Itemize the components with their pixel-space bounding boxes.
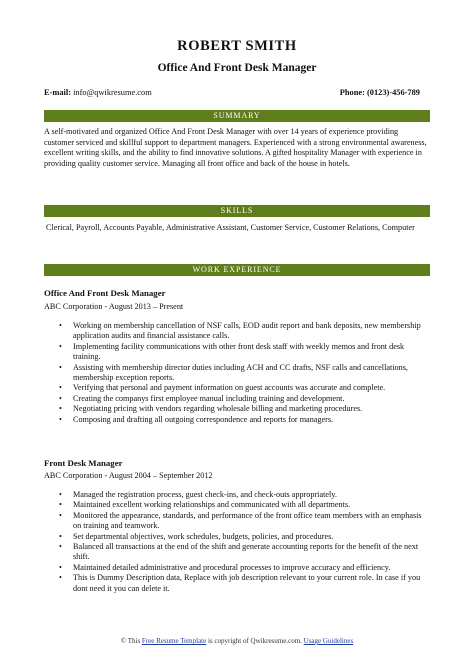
job-bullet: • Balanced all transactions at the end of the shift and generate accounting reports for the benefit of the next shift. xyxy=(73,542,430,563)
job-bullet: • This is Dummy Description data, Replace with job description relevant to your current role. In case if you dont need it you can delete it. xyxy=(73,573,430,594)
summary-text: A self-motivated and organized Office And Front Desk Manager with over 14 years of experience providing customer serviced and skillful support to department managers. Experienced with a strong environmental awareness, excellent writing skills, and the ability to find innovative solutions. A gifted hospitality Manager with experience in providing quality customer service. Managing all front office and back of the house in hotels. xyxy=(44,127,427,168)
candidate-name: ROBERT SMITH xyxy=(177,38,297,54)
job-bullet: • Maintained excellent working relationships and communicated with all departments. xyxy=(73,500,430,510)
job-title: Front Desk Manager xyxy=(44,458,123,468)
job-company-dates: ABC Corporation - August 2013 – Present xyxy=(44,302,184,311)
job-bullet: • Monitored the appearance, standards, and performance of the front office team members with an emphasis on training and teamwork. xyxy=(73,511,430,532)
contact-row xyxy=(44,88,420,102)
phone-label: Phone: xyxy=(339,88,365,97)
job-bullet: • Managed the registration process, guest check-ins, and check-outs appropriately. xyxy=(73,490,430,500)
job-bullet-list xyxy=(44,490,430,594)
job-bullet: • Verifying that personal and payment information on guest accounts was accurate and complete. xyxy=(73,383,430,393)
email-value[interactable]: info@qwikresume.com xyxy=(73,88,152,97)
job-company-dates: ABC Corporation - August 2004 – September 2012 xyxy=(44,471,213,480)
job-bullet: • Set departmental objectives, work schedules, budgets, policies, and procedures. xyxy=(73,532,430,542)
summary-heading: SUMMARY xyxy=(44,110,430,122)
candidate-role: Office And Front Desk Manager xyxy=(157,62,317,74)
skills-text: Clerical, Payroll, Accounts Payable, Administrative Assistant, Customer Service, Customer Relations, Computer xyxy=(46,223,415,232)
footer-copyright: © This xyxy=(120,637,141,645)
job-bullet: • Composing and drafting all outgoing correspondence and reports for managers. xyxy=(73,415,430,425)
phone-value: (0123)-456-789 xyxy=(366,88,420,97)
job-bullet: • Implementing facility communications with other front desk staff with weekly memos and front desk training. xyxy=(73,342,430,363)
skills-heading: SKILLS xyxy=(44,205,430,217)
footer-middle-text: is copyright of Qwikresume.com. xyxy=(207,637,302,645)
job-bullet: • Creating the companys first employee manual including training and development. xyxy=(73,394,430,404)
job-bullet: • Assisting with membership director duties including ACH and CC drafts, NSF calls and cancellations, membership exception reports. xyxy=(73,363,430,384)
usage-guidelines-link[interactable]: Usage Guidelines xyxy=(303,637,354,645)
job-bullet: • Negotiating pricing with vendors regarding wholesale billing and marketing procedures. xyxy=(73,404,430,414)
free-resume-template-link[interactable]: Free Resume Template xyxy=(141,637,207,645)
email-label: E-mail: xyxy=(44,88,71,97)
job-bullet-list xyxy=(44,321,430,425)
job-bullet: • Maintained detailed administrative and procedural processes to improve accuracy and efficiency. xyxy=(73,563,430,573)
work-experience-heading: WORK EXPERIENCE xyxy=(44,264,430,276)
footer xyxy=(0,637,474,645)
job-title: Office And Front Desk Manager xyxy=(44,288,166,298)
email-line xyxy=(44,88,152,97)
phone-line xyxy=(340,88,420,97)
job-bullet: • Working on membership cancellation of NSF calls, EOD audit report and bank deposits, new membership application audits and financial assistance calls. xyxy=(73,321,430,342)
